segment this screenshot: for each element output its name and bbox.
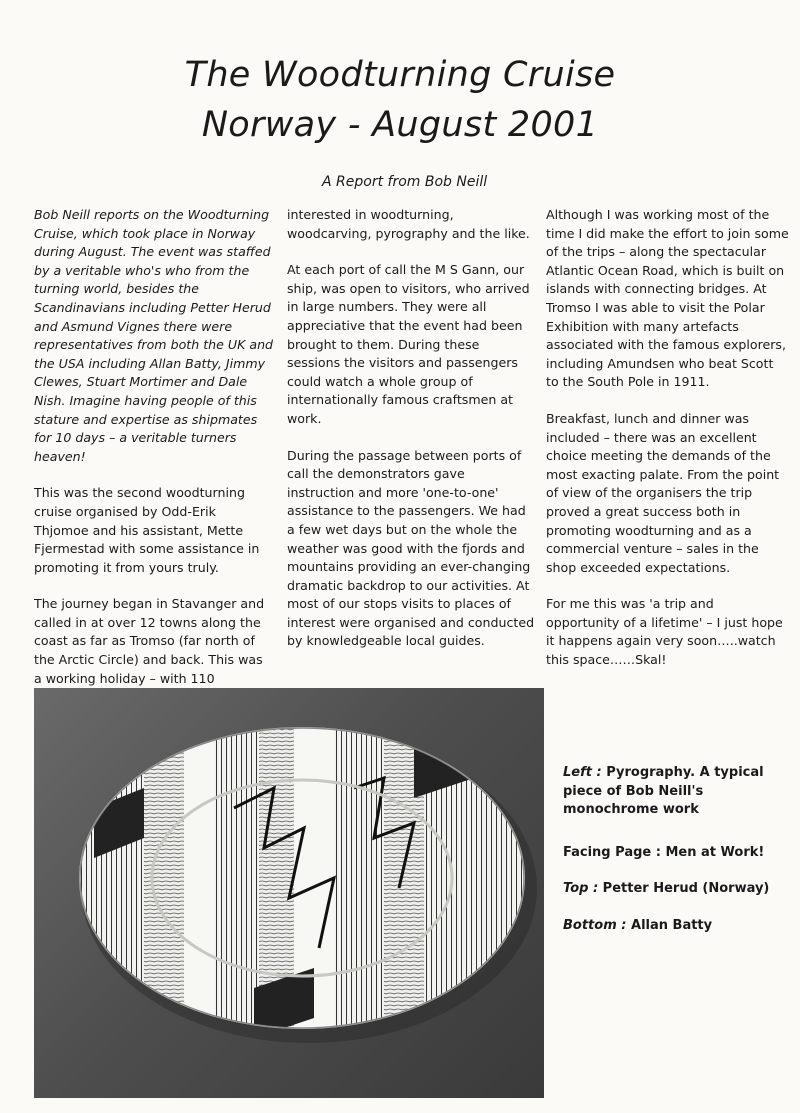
column-2 xyxy=(287,206,535,669)
caption-bottom xyxy=(563,917,778,936)
caption-bottom-text: Allan Batty xyxy=(626,917,713,933)
caption-left-text: Pyrography. A typical piece of Bob Neill's monochrome work xyxy=(563,765,764,817)
paragraph: interested in woodturning, woodcarving, pyrography and the like. xyxy=(287,207,530,241)
paragraph: The journey began in Stavanger and called in at over 12 towns along the coast as far as Tromso (far north of the Arctic Circle) and back. This was a working holiday – with 110 xyxy=(34,596,265,686)
column-3 xyxy=(546,206,790,688)
paragraph: This was the second woodturning cruise organised by Odd-Erik Thjomoe and his assistant, Mette Fjermestad with some assistance in promoting it from yours truly. xyxy=(34,485,260,575)
paragraph: During the passage between ports of call the demonstrators gave instruction and more 'one-to-one' assistance to the passengers. We had a few wet days but on the whole the weather was good with the fjords and mountains providing an ever-changing dramatic backdrop to our activities. At most of our stops visits to places of interest were organised and conducted by knowledgeable local guides. xyxy=(287,447,535,649)
caption-left-label: Left : xyxy=(563,765,602,780)
caption-top-text: Petter Herud (Norway) xyxy=(598,881,770,896)
paragraph: At each port of call the M S Gann, our ship, was open to visitors, who arrived in large numbers. They were all appreciative that the event had been brought to them. During these sessions the visitors and passengers could watch a whole group of internationally famous craftsmen at work. xyxy=(287,262,530,426)
paragraph: Breakfast, lunch and dinner was included – there was an excellent choice meeting the demands of the most exacting palate. From the point of view of the organisers the trip proved a great success both in promoting woodturning and as a commercial venture – sales in the shop exceeded expectations. xyxy=(546,410,780,575)
column-1 xyxy=(34,206,274,743)
caption-bottom-label: Bottom : xyxy=(563,917,627,933)
pyrography-plate-photo xyxy=(34,688,544,1098)
plate-illustration xyxy=(34,688,544,1098)
title-line-2: Norway - August 2001 xyxy=(201,105,599,145)
photo-captions xyxy=(563,764,778,953)
paragraph: Although I was working most of the time I did make the effort to join some of the trips – along the spectacular Atlantic Ocean Road, which is built on islands with connecting bridges. At Tromso I was able to visit the Polar Exhibition with many artefacts associated with the famous explorers, including Amundsen who beat Scott to the South Pole in 1911. xyxy=(546,207,789,390)
byline: A Report from Bob Neill xyxy=(322,174,488,190)
paragraph: For me this was 'a trip and opportunity of a lifetime' – I just hope it happens again very soon…..watch this space……Skal! xyxy=(546,596,783,668)
caption-facing-page: Facing Page : Men at Work! xyxy=(563,844,765,860)
title-line-1: The Woodturning Cruise xyxy=(184,55,616,95)
intro-paragraph: Bob Neill reports on the Woodturning Cruise, which took place in Norway during August. The event was staffed by a veritable who's who from the turning world, besides the Scandinavians including Petter Herud and Asmund Vignes there were representatives from both the UK and the USA including Allan Batty, Jimmy Clewes, Stuart Mortimer and Dale Nish. Imagine having people of this stature and expertise as shipmates for 10 days – a veritable turners heaven! xyxy=(34,207,274,464)
caption-top-label: Top : xyxy=(563,881,599,896)
caption-left xyxy=(563,764,778,820)
caption-top xyxy=(563,880,778,899)
article-title xyxy=(0,50,800,150)
